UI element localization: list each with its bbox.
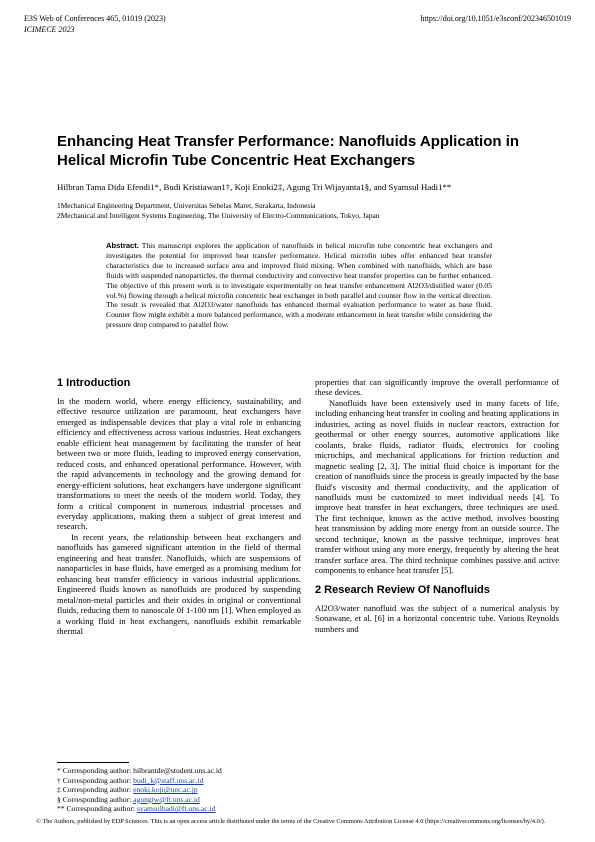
footnotes [57,766,301,814]
footnote-5: ** Corresponding author: syamsulhadi@ft.uns.ac.id [57,804,216,814]
footnote-rule [57,762,129,763]
footnote-1: * Corresponding author: hilbrantde@student.uns.ac.id [57,766,222,775]
email-link[interactable]: syamsulhadi@ft.uns.ac.id [136,804,216,814]
doi-link[interactable]: https://doi.org/10.1051/e3sconf/202346501019 [420,14,571,23]
intro-paragraph-2: In recent years, the relationship between heat exchangers and nanofluids has garnered significant attention in the field of thermal engineering and heat transfer. Nanofluids, which are suspensions of nanoparticles in base fluids, have emerged as a promising medium for enhancing heat transfer efficiency in various industrial applications. Engineered fluids known as nanofluids are produced by suspending metal/non-metal particles and their oxides in original or conventional fluids, reducing them to nanoscale 0f 1-100 nm [1]. When employed as a working fluid in heat exchangers, nanofluids exhibit remarkable thermal [57,531,301,636]
email-link[interactable]: agungtw@ft.uns.ac.id [133,794,200,804]
footnote-3: ‡ Corresponding author: enoki.koji@uec.ac.jp [57,785,198,795]
intro-paragraph-2-continued: properties that can significantly improve the overall performance of these devices. [315,377,559,398]
affiliation-1: 1Mechanical Engineering Department, Universitas Sebelas Maret, Surakarta, Indonesia [57,201,316,210]
footnote-2: † Corresponding author: budi_k@staff.uns.ac.id [57,775,204,785]
email-text: hilbrantde@student.uns.ac.id [133,766,222,775]
footnote-4: § Corresponding author: agungtw@ft.uns.ac.id [57,794,200,804]
affiliation-2: 2Mechanical and Intelligent Systems Engineering, The University of Electro-Communications, Tokyo, Japan [57,211,380,220]
intro-paragraph-1: In the modern world, where energy efficiency, sustainability, and effective resource utilization are paramount, heat exchangers have emerged as indispensable devices that play a vital role in enhancing efficiency and effectiveness across various industries. Heat exchangers enable efficient heat management by facilitating the transfer of heat between two or more fluids, leading to improved energy conservation, reduced costs, and enhanced operational performance. However, with the rapid advancements in technology and the growing demand for energy-efficient solutions, heat exchangers have undergone significant transformations to meet the needs of the modern world. Today, they form a critical component in numerous industrial processes and everyday applications, making them a subject of great interest and research. [57,396,301,532]
journal-line: E3S Web of Conferences 465, 01019 (2023) [24,14,166,23]
abstract [106,241,492,330]
left-column [57,377,301,636]
section-heading-introduction: 1 Introduction [57,377,131,389]
affiliations [57,201,547,221]
abstract-text: This manuscript explores the application of nanofluids in helical microfin tube concentric heat exchangers and investigates the potential for improved heat transfer performance. Helical microfin tubes offer enhanced heat transfer characteristics due to increased surface area and improved fluid mixing. When combined with nanofluids, which are base fluids with suspended nanoparticles, the thermal conductivity and convective heat transfer properties can be further enhanced. The objective of this present work is to investigate experimentally on heat transfer enhancement Al2O3/distilled water (0.05 vol.%) flowing through a helical microfin concentric heat exchanger in both parallel and counter flow in the vertical direction. The result is revealed that Al2O3/water nanofluids has enhanced thermal evaluation performance to water as base fluid. Counter flow might exhibit a more balanced performance, with a moderate enhancement in heat transfer while considering the pressure drop compared to parallel flow. [106,241,493,330]
abstract-label: Abstract. [106,241,139,250]
right-column [315,377,559,634]
license-footer: © The Authors, published by EDP Sciences. This is an open access article distributed under the terms of the Creative Commons Attribution License 4.0 (https://creativecommons.org/licenses/by/4.0/). [36,818,546,825]
section-heading-research-review: 2 Research Review Of Nanofluids [315,583,490,596]
email-link[interactable]: enoki.koji@uec.ac.jp [133,785,198,795]
intro-paragraph-3: Nanofluids have been extensively used in many facets of life, including enhancing heat transfer in cooling and heating applications in industries, acting as novel fluids in nuclear reactors, extraction for geothermal or other energy sources, automotive applications like coolants, brake fluids, radiator fluids, electronics for cooling microchips, and mechanical applications for friction reduction and magnetic sealing [2, 3]. The initial fluid choice is important for the creation of nanofluids since the process is greatly impacted by the base fluid's viscosity and thermal conductivity, and the application of nanofluids must be customized to meet individual needs [4]. To improve heat transfer in heat exchangers, three techniques are used. The first technique, known as the active method, involves boosting heat transmission by adding more energy from an outside source. The second technique, known as the passive technique, improves heat transfer without using any more energy, frequently by altering the heat transfer surface area. The third technique combines passive and active components to enhance heat transfer [5]. [315,397,559,576]
paper-title: Enhancing Heat Transfer Performance: Nanofluids Application in Helical Microfin Tube Concentric Heat Exchangers [57,133,520,169]
conference-name: ICIMECE 2023 [24,25,75,34]
author-list: Hilbran Tama Dida Efendi1*, Budi Kristiawan1†, Koji Enoki2‡, Agung Tri Wijayanta1§, and Syamsul Hadi1** [57,182,452,192]
email-link[interactable]: budi_k@staff.uns.ac.id [133,775,204,785]
review-paragraph-1: Al2O3/water nanofluid was the subject of a numerical analysis by Sonawane, et al. [6] in a horizontal concentric tube. Various Reynolds numbers and [315,602,559,634]
